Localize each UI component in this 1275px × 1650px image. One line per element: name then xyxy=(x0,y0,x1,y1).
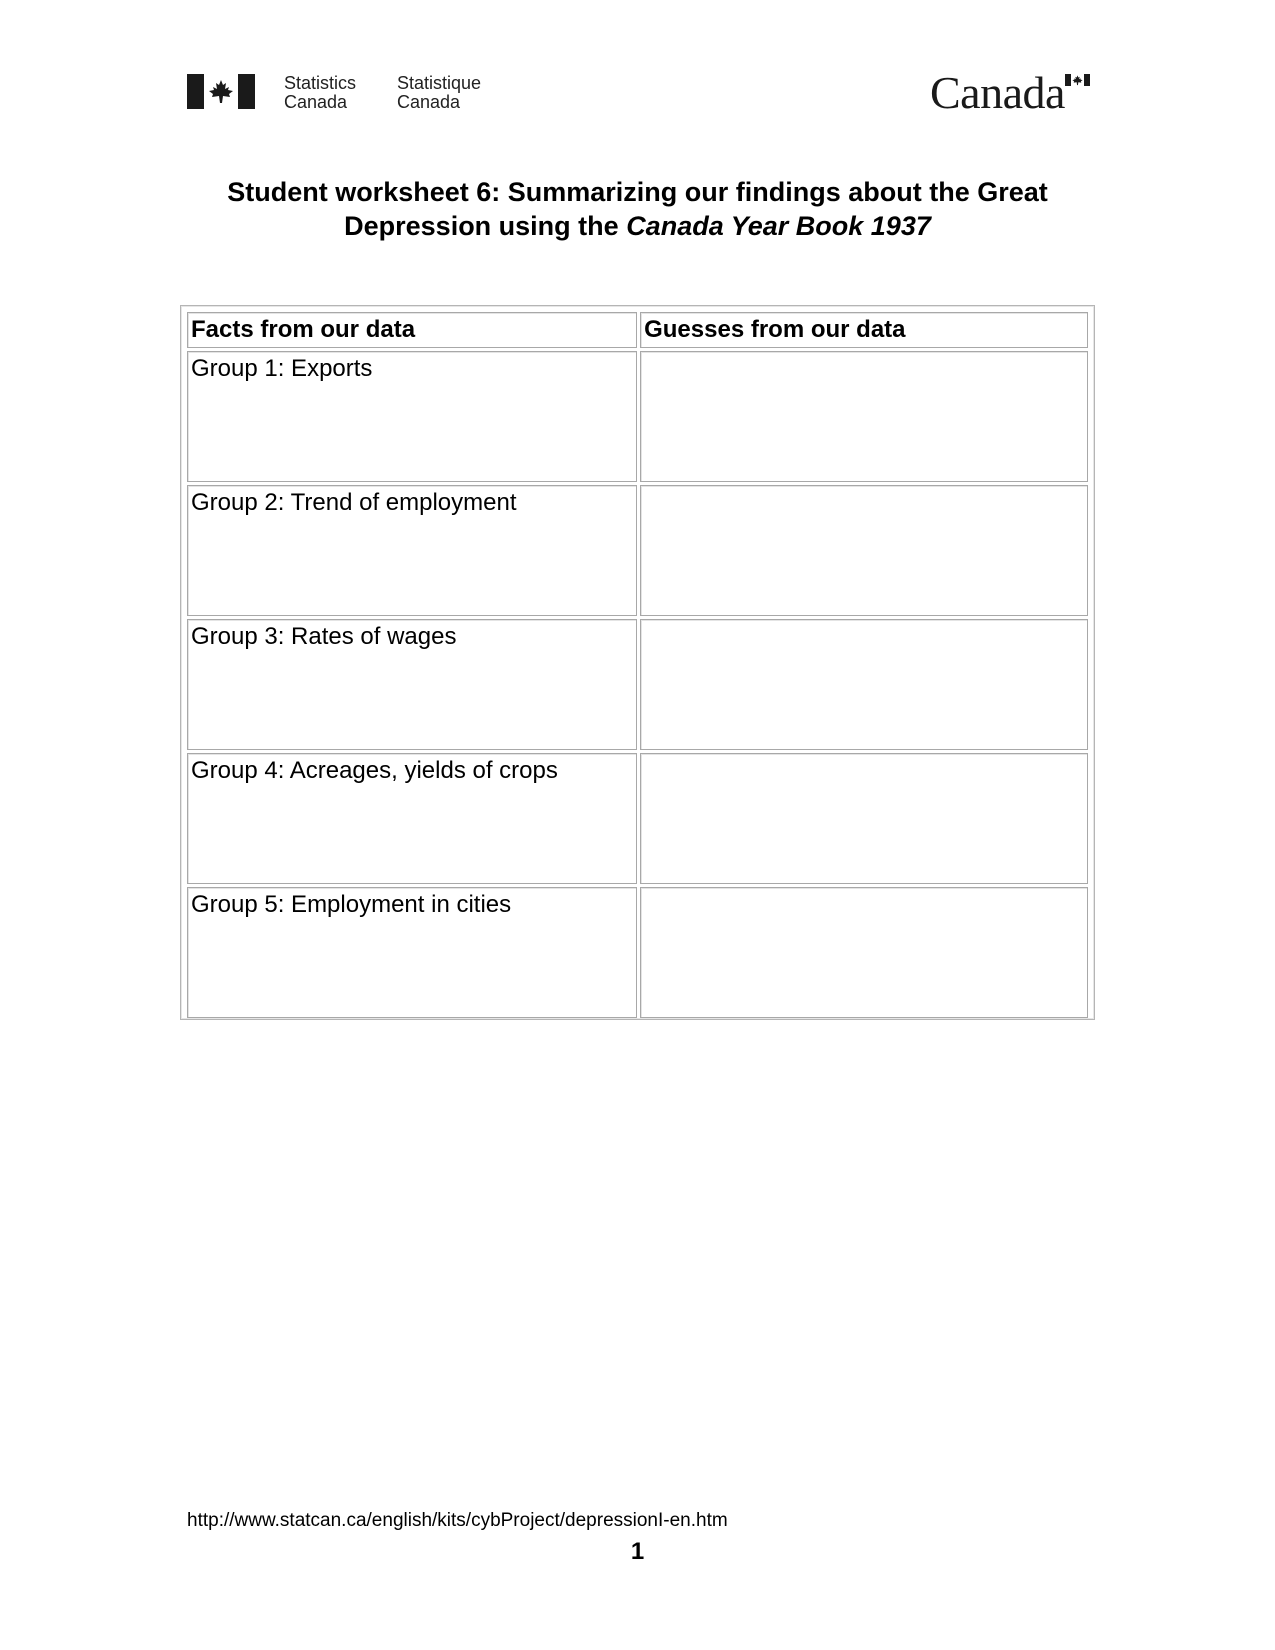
footer-url: http://www.statcan.ca/english/kits/cybProject/depressionI-en.htm xyxy=(187,1510,728,1531)
canada-wordmark-text: Canada xyxy=(930,67,1065,118)
table-row xyxy=(187,485,1088,616)
page-title xyxy=(130,175,1145,243)
org-name-en-line2: Canada xyxy=(284,92,348,112)
table-row xyxy=(187,753,1088,884)
title-line-2 xyxy=(130,209,1145,243)
table-row xyxy=(187,887,1088,1018)
org-name-en-line1: Statistics xyxy=(284,73,357,93)
table-header-row xyxy=(187,312,1088,348)
facts-cell: Group 1: Exports xyxy=(187,351,637,482)
facts-cell: Group 2: Trend of employment xyxy=(187,485,637,616)
page-number: 1 xyxy=(630,1538,645,1565)
org-name-english xyxy=(284,74,356,112)
canada-flag-icon xyxy=(187,74,255,109)
column-header-facts: Facts from our data xyxy=(187,312,637,348)
guesses-cell[interactable] xyxy=(640,619,1088,750)
org-name-french xyxy=(397,74,481,112)
facts-cell: Group 5: Employment in cities xyxy=(187,887,637,1018)
title-book-name: Canada Year Book 1937 xyxy=(626,211,931,241)
guesses-cell[interactable] xyxy=(640,485,1088,616)
column-header-guesses: Guesses from our data xyxy=(640,312,1088,348)
wordmark-flag-icon xyxy=(1065,74,1090,86)
maple-leaf-icon xyxy=(208,79,234,105)
guesses-cell[interactable] xyxy=(640,887,1088,1018)
guesses-cell[interactable] xyxy=(640,753,1088,884)
facts-cell: Group 3: Rates of wages xyxy=(187,619,637,750)
org-name-fr-line2: Canada xyxy=(397,92,461,112)
table-row xyxy=(187,351,1088,482)
worksheet-table xyxy=(180,305,1095,1020)
table-row xyxy=(187,619,1088,750)
guesses-cell[interactable] xyxy=(640,351,1088,482)
title-line-2-prefix: Depression using the xyxy=(344,211,627,241)
org-name-fr-line1: Statistique xyxy=(397,73,482,93)
facts-cell: Group 4: Acreages, yields of crops xyxy=(187,753,637,884)
statcan-signature xyxy=(187,73,482,112)
canada-wordmark xyxy=(930,67,1065,118)
title-line-1: Student worksheet 6: Summarizing our findings about the Great xyxy=(227,177,1048,207)
